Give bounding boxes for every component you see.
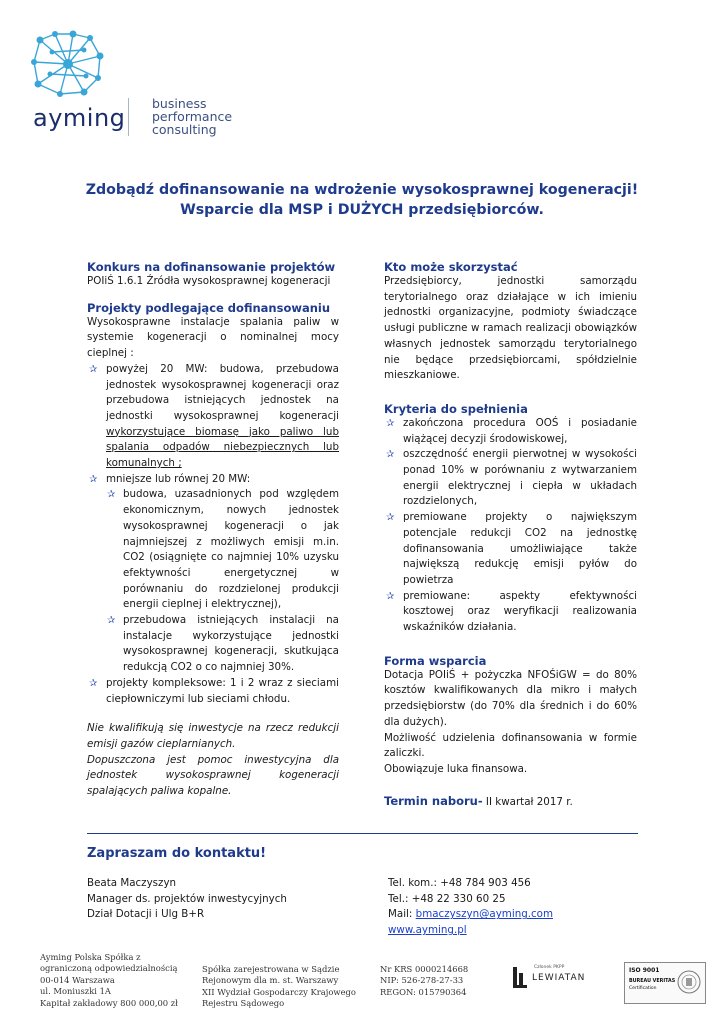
konkurs-text: POIiŚ 1.6.1 Źródła wysokosprawnej kogeneracji xyxy=(87,275,331,287)
list-item: ✰ oszczędność energii pierwotnej w wysokości ponad 10% w porównaniu z wytwarzaniem energii elektrycznej i ciepła w układach rozdzielonych, xyxy=(386,448,637,508)
website-link[interactable]: www.ayming.pl xyxy=(388,924,467,937)
star-bullet-icon: ✰ xyxy=(386,512,395,524)
termin-label: Termin naboru- xyxy=(384,793,483,808)
contact-dept: Dział Dotacji i Ulg B+R xyxy=(87,908,205,921)
kto-heading: Kto może skorzystać xyxy=(384,260,518,274)
email-link[interactable]: bmaczyszyn@ayming.com xyxy=(415,908,554,921)
headline-line2: Wsparcie dla MSP i DUŻYCH przedsiębiorców. xyxy=(180,202,544,218)
star-bullet-icon: ✰ xyxy=(89,363,98,375)
lewiatan-logo: Członek PKPP LEWIATAN xyxy=(512,963,592,991)
brand-tagline: business performance consulting xyxy=(152,96,233,137)
logo-divider xyxy=(128,98,129,136)
kto-text: Przedsiębiorcy, jednostki samorządu terytorialnego oraz działające w ich imieniu jednostki organizacyjne, podmioty świadczące usługi publiczne w ramach realizacji obowiązków własnych jednostek samorządu terytorialnego nie będące przedsiębiorcami, spółdzielnie mieszkaniowe. xyxy=(384,275,637,382)
headline-line1: Zdobądź dofinansowanie na wdrożenie wysokosprawnej kogeneracji! xyxy=(85,182,639,198)
contact-name: Beata Maczyszyn xyxy=(87,877,177,889)
star-bullet-icon: ✰ xyxy=(107,615,116,627)
contact-heading: Zapraszam do kontaktu! xyxy=(87,846,267,861)
forma-text-advance: Możliwość udzielenia dofinansowania w formie zaliczki. xyxy=(384,731,637,760)
star-bullet-icon: ✰ xyxy=(386,449,395,461)
list-item: ✰ projekty kompleksowe: 1 i 2 wraz z sieciami ciepłowniczymi lub sieciami chłodu. xyxy=(89,676,339,705)
projekty-heading: Projekty podlegające dofinansowaniu xyxy=(87,300,331,315)
star-bullet-icon: ✰ xyxy=(386,417,395,429)
iso-certificate-badge: ISO 9001 BUREAU VERITAS Certification xyxy=(624,962,706,1004)
brand-name: ayming xyxy=(33,104,126,132)
list-item: ✰ zakończona procedura OOŚ i posiadanie wiążącej decyzji środowiskowej, xyxy=(386,416,637,445)
contact-person xyxy=(87,876,377,923)
kryteria-heading: Kryteria do spełnienia xyxy=(384,401,528,416)
sub-list-item: ✰ budowa, uzasadnionych pod względem ekonomicznym, nowych jednostek wysokosprawnej kogeneracji o jak najmniejszej z możliwych emisji m.in. CO2 (osiągnięte co najmniej 10% uzysku efektywności energetycznej w porównaniu do rozdzielonej produkcji energii cieplnej i elektrycznej), xyxy=(107,488,339,611)
star-bullet-icon: ✰ xyxy=(386,590,395,602)
star-bullet-icon: ✰ xyxy=(107,489,116,501)
footer-ids: Nr KRS 0000214668 NIP: 526-278-27-33 REGON: 015790364 xyxy=(380,964,469,997)
termin-value: II kwartał 2017 r. xyxy=(485,795,573,808)
contact-mail-row: Mail: bmaczyszyn@ayming.com xyxy=(388,908,554,921)
bureau-veritas-seal-icon xyxy=(677,969,701,997)
list-item: ✰ mniejsze lub równej 20 MW: xyxy=(87,472,339,488)
forma-heading: Forma wsparcia xyxy=(384,653,487,668)
section-divider xyxy=(87,833,638,834)
footer-registry: Spółka zarejestrowana w Sądzie Rejonowym dla m. st. Warszawy XII Wydział Gospodarczy Krajowego Rejestru Sądowego xyxy=(202,964,356,1009)
list-item: ✰ powyżej 20 MW: budowa, przebudowa jednostek wysokosprawnej kogeneracji oraz przebudowa istniejących jednostek na jednostki wysokosprawnej kogeneracji wykorzystujące biomasę jako paliwo lub spalania odpadów niebezpiecznych lub komunalnych ; xyxy=(89,362,339,470)
left-column xyxy=(87,260,339,800)
termin xyxy=(384,794,637,811)
forma-text: Dotacja POIiŚ + pożyczka NFOŚiGW = do 80% kosztów kwalifikowanych dla mikro i małych przedsiębiorstw (do 70% dla średnich i do 60% dla dużych). xyxy=(384,668,637,728)
list-item: ✰ premiowane: aspekty efektywności kosztowej oraz weryfikacji realizowania wskaźników działania. xyxy=(386,589,637,634)
projekty-intro: Wysokosprawne instalacje spalania paliw w systemie kogeneracji o nominalnej mocy cieplnej : xyxy=(87,315,339,360)
konkurs-heading: Konkurs na dofinansowanie projektów xyxy=(87,260,336,274)
sub-list-item: ✰ przebudowa istniejących instalacji na instalacje wykorzystujące jednostki wysokosprawnej kogeneracji, skutkująca redukcją CO2 o co najmniej 30%. xyxy=(107,614,339,674)
list-item: ✰ premiowane projekty o największym potencjale redukcji CO2 na jednostkę dofinansowania umożliwiające także największą redukcję emisji pyłów do powietrza xyxy=(386,511,637,586)
right-column xyxy=(384,260,637,810)
contact-mobile: Tel. kom.: +48 784 903 456 xyxy=(388,877,531,889)
star-bullet-icon: ✰ xyxy=(89,677,98,689)
contact-details xyxy=(388,876,638,939)
footer-company: Ayming Polska Spółka z ograniczoną odpowiedzialnością 00-014 Warszawa ul. Moniuszki 1A Kapitał zakładowy 800 000,00 zł xyxy=(40,952,178,1008)
forma-text-gap: Obowiązuje luka finansowa. xyxy=(384,762,528,775)
star-bullet-icon: ✰ xyxy=(89,473,98,485)
note-exclusion: Nie kwalifikują się inwestycje na rzecz redukcji emisji gazów cieplarnianych. xyxy=(87,722,339,750)
headline xyxy=(0,180,724,220)
contact-phone: Tel.: +48 22 330 60 25 xyxy=(388,892,506,905)
contact-role: Manager ds. projektów inwestycyjnych xyxy=(87,892,287,905)
ayming-logo-icon xyxy=(30,28,106,100)
lewiatan-mark-icon xyxy=(512,965,528,989)
note-fossil: Dopuszczona jest pomoc inwestycyjna dla jednostek wysokosprawnej kogeneracji spalających paliwa kopalne. xyxy=(87,753,339,798)
